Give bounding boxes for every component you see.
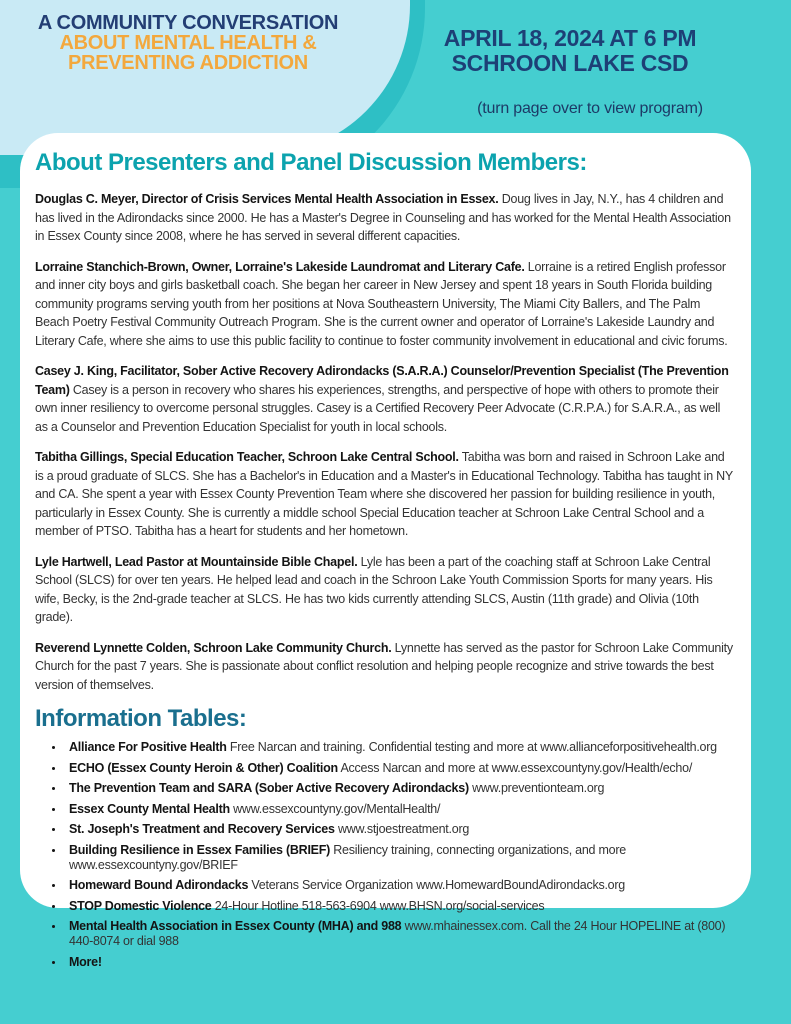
presenter-item <box>35 190 736 246</box>
info-tables-heading: Information Tables: <box>35 705 247 732</box>
info-tables-list <box>35 740 736 970</box>
info-table-item <box>65 843 736 873</box>
presenter-name: Reverend Lynnette Colden, Schroon Lake Community Church. <box>35 640 392 655</box>
presenter-bio: Lynnette has served as the pastor for Schroon Lake Community Church for the past 7 years. She is passionate about conflict resolution and helping people recognize and strive towards the best version of themselves. <box>35 640 733 692</box>
org-name: The Prevention Team and SARA (Sober Active Recovery Adirondacks) <box>69 781 469 795</box>
info-table-item <box>65 919 736 949</box>
turn-page-note: (turn page over to view program) <box>477 100 703 117</box>
event-datetime <box>420 26 720 76</box>
presenter-bio: Doug lives in Jay, N.Y., has 4 children and has lived in the Adirondacks since 2000. He has a Master's Degree in Counseling and has worked for the Mental Health Association in Essex County since 2008, where he has served in several different capacities. <box>35 192 731 243</box>
presenter-item <box>35 448 736 541</box>
info-table-item <box>65 955 736 970</box>
org-desc: Resiliency training, connecting organizations, and more www.essexcountyny.gov/BRIEF <box>69 842 626 872</box>
event-title-line1: A COMMUNITY CONVERSATION <box>37 12 339 34</box>
presenter-name: Casey J. King, Facilitator, Sober Active Recovery Adirondacks (S.A.R.A.) Counselor/Prevention Specialist (The Prevention Team) <box>35 364 729 397</box>
org-name: Mental Health Association in Essex County (MHA) and 988 <box>69 919 402 933</box>
presenter-name: Douglas C. Meyer, Director of Crisis Services Mental Health Association in Essex. <box>35 192 499 206</box>
org-name: Alliance For Positive Health <box>69 740 227 754</box>
org-desc: Veterans Service Organization www.HomewardBoundAdirondacks.org <box>251 878 625 892</box>
info-table-item <box>65 822 736 837</box>
presenter-bio: Tabitha was born and raised in Schroon Lake and is a proud graduate of SLCS. She has a Bachelor's in Education and a Master's in Educational Technology. Tabitha has taught in NY and CA. She spent a year with Essex County Prevention Team where she discovered her passion for building resilience in youth, particularly in Essex County. She is currently a middle school Special Education teacher at Schroon Lake Central School and a member of PTSO. Tabitha has a heart for students and her hometown. <box>35 450 733 538</box>
presenters-list <box>35 190 736 694</box>
org-desc: Access Narcan and more at www.essexcountyny.gov/Health/echo/ <box>340 760 693 775</box>
presenter-item <box>35 362 736 436</box>
org-name: Building Resilience in Essex Families (BRIEF) <box>69 842 331 857</box>
org-name: St. Joseph's Treatment and Recovery Services <box>69 822 335 836</box>
event-location: SCHROON LAKE CSD <box>451 50 689 76</box>
presenter-name: Tabitha Gillings, Special Education Teacher, Schroon Lake Central School. <box>35 450 459 464</box>
org-desc: www.mhainessex.com. Call the 24 Hour HOPELINE at (800) 440-8074 or dial 988 <box>69 919 726 948</box>
org-desc: www.preventionteam.org <box>472 781 605 795</box>
org-name: Homeward Bound Adirondacks <box>69 878 249 892</box>
event-title-line3: PREVENTING ADDICTION <box>68 52 308 74</box>
org-name: STOP Domestic Violence <box>69 898 212 913</box>
info-table-item <box>65 899 736 914</box>
info-table-item <box>65 761 736 776</box>
org-name: ECHO (Essex County Heroin & Other) Coalition <box>69 760 338 775</box>
info-table-item <box>65 781 736 796</box>
event-title-line2: ABOUT MENTAL HEALTH & <box>59 32 317 54</box>
org-name: Essex County Mental Health <box>69 801 230 816</box>
presenter-bio: Lorraine is a retired English professor and inner city boys and girls basketball coach. She began her career in New Jersey and spent 18 years in South Florida building community programs serving youth from her positions at Nova Southeastern University, The Miami City Ballers, and The Palm Beach Poetry Festival Community Outreach Program. She is the current owner and operator of Lorraine's Lakeside Laundry and Literary Cafe, where she aims to use this public facility to continue to foster community involvement in educational and civic forums. <box>35 259 728 348</box>
presenter-item <box>35 258 736 351</box>
org-desc: www.stjoestreatment.org <box>337 822 470 836</box>
info-table-item <box>65 802 736 817</box>
info-table-item <box>65 878 736 893</box>
presenter-name: Lorraine Stanchich-Brown, Owner, Lorraine's Lakeside Laundromat and Literary Cafe. <box>35 259 525 274</box>
presenter-item <box>35 553 736 627</box>
presenter-bio: Casey is a person in recovery who shares his experiences, strengths, and perspective of hope with others to promote their own inner resiliency to overcome personal struggles. Casey is a Certified Recovery Peer Advocate (C.R.P.A.) for S.A.R.A., as well as a Counselor and Prevention Education Specialist for youth in local schools. <box>35 382 721 434</box>
presenters-heading: About Presenters and Panel Discussion Members: <box>35 149 587 176</box>
org-desc: Free Narcan and training. Confidential testing and more at www.allianceforpositivehealth.org <box>229 740 717 754</box>
event-date: APRIL 18, 2024 AT 6 PM <box>443 25 697 51</box>
presenter-name: Lyle Hartwell, Lead Pastor at Mountainside Bible Chapel. <box>35 554 358 569</box>
org-desc: 24-Hour Hotline 518-563-6904 www.BHSN.org/social-services <box>214 898 545 913</box>
org-name: More! <box>69 954 102 969</box>
content-card <box>20 133 751 969</box>
info-table-item <box>65 740 736 755</box>
event-title <box>30 13 346 73</box>
org-desc: www.essexcountyny.gov/MentalHealth/ <box>233 801 441 816</box>
presenter-item <box>35 639 736 695</box>
presenter-bio: Lyle has been a part of the coaching staff at Schroon Lake Central School (SLCS) for over ten years. He helped lead and coach in the Schroon Lake Youth Commission Sports for many years. His wife, Becky, is the 2nd-grade teacher at SLCS. He has two kids currently attending SLCS, Austin (11th grade) and Olivia (10th grade). <box>35 554 713 624</box>
